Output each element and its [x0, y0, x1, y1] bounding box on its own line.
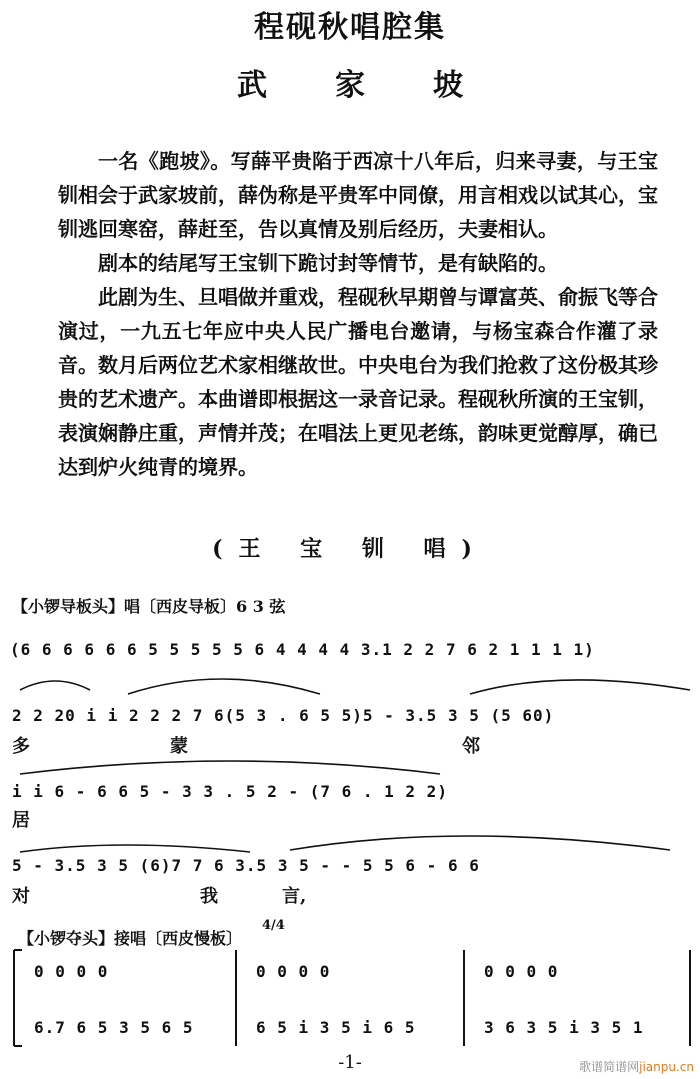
lyric: 言, [282, 886, 307, 907]
slur [20, 681, 90, 690]
lyric: 我 [200, 886, 218, 907]
lyric: 居 [12, 810, 30, 831]
slur [470, 680, 690, 694]
melody-bar: 6 5 i 3 5 i 6 5 [256, 1018, 416, 1037]
time-signature: 4/4 [262, 918, 285, 933]
singer-label: (王 宝 钏 唱) [212, 536, 488, 562]
score-line: 2 2 20 i i 2 2 2 7 6(5 3 . 6 5 5)5 - 3.5 3 5 (5 60) [12, 706, 555, 725]
percussion-bar: 0 0 0 0 [484, 962, 559, 981]
score-line: (6 6 6 6 6 6 5 5 5 5 5 6 4 4 4 4 3.1 2 2 7 6 2 1 1 1 1) [10, 640, 595, 659]
slur [20, 761, 440, 774]
melody-bar: 3 6 3 5 i 3 5 1 [484, 1018, 644, 1037]
lyric: 对 [12, 886, 30, 907]
lyric: 多 [12, 736, 30, 757]
melody-bar: 6.7 6 5 3 5 6 5 [34, 1018, 194, 1037]
slur [20, 845, 250, 852]
watermark [579, 1058, 694, 1075]
watermark-domain: jianpu.cn [639, 1060, 694, 1074]
percussion-bar: 0 0 0 0 [256, 962, 331, 981]
page-number: -1- [338, 1052, 362, 1073]
lyric: 邻 [462, 736, 480, 757]
slur [290, 836, 670, 850]
piece-title: 武家坡 [237, 68, 531, 103]
book-title: 程砚秋唱腔集 [254, 10, 446, 45]
section-label: 【小锣夺头】接唱〔西皮慢板〕 [18, 929, 243, 948]
percussion-bar: 0 0 0 0 [34, 962, 109, 981]
intro-paragraph: 一名《跑坡》。写薛平贵陷于西凉十八年后，归来寻妻，与王宝钏相会于武家坡前，薛伪称是平贵军中同僚，用言相戏以试其心，宝钏逃回寒窑，薛赶至，告以真情及别后经历，夫妻相认。 [58, 149, 658, 241]
intro-paragraph: 此剧为生、旦唱做并重戏，程砚秋早期曾与谭富英、俞振飞等合演过，一九五七年应中央人民广播电台邀请，与杨宝森合作灌了录音。数月后两位艺术家相继故世。中央电台为我们抢救了这份极其珍贵的艺术遗产。本曲谱即根据这一录音记录。程砚秋所演的王宝钏，表演娴静庄重，声情并茂；在唱法上更见老练，韵味更觉醇厚，确已达到炉火纯青的境界。 [58, 285, 658, 479]
watermark-site-name: 歌谱简谱网 [579, 1060, 640, 1074]
score-line: 5 - 3.5 3 5 (6)7 7 6 3.5 3 5 - - 5 5 6 - 6 6 [12, 856, 480, 875]
slur [128, 679, 320, 694]
intro-paragraph: 剧本的结尾写王宝钏下跪讨封等情节，是有缺陷的。 [98, 251, 558, 275]
lyric: 蒙 [170, 736, 188, 757]
score-line: i i 6 - 6 6 5 - 3 3 . 5 2 - (7 6 . 1 2 2) [12, 782, 448, 801]
intro-label: 【小锣导板头】唱〔西皮导板〕6 3 弦 [12, 597, 286, 616]
